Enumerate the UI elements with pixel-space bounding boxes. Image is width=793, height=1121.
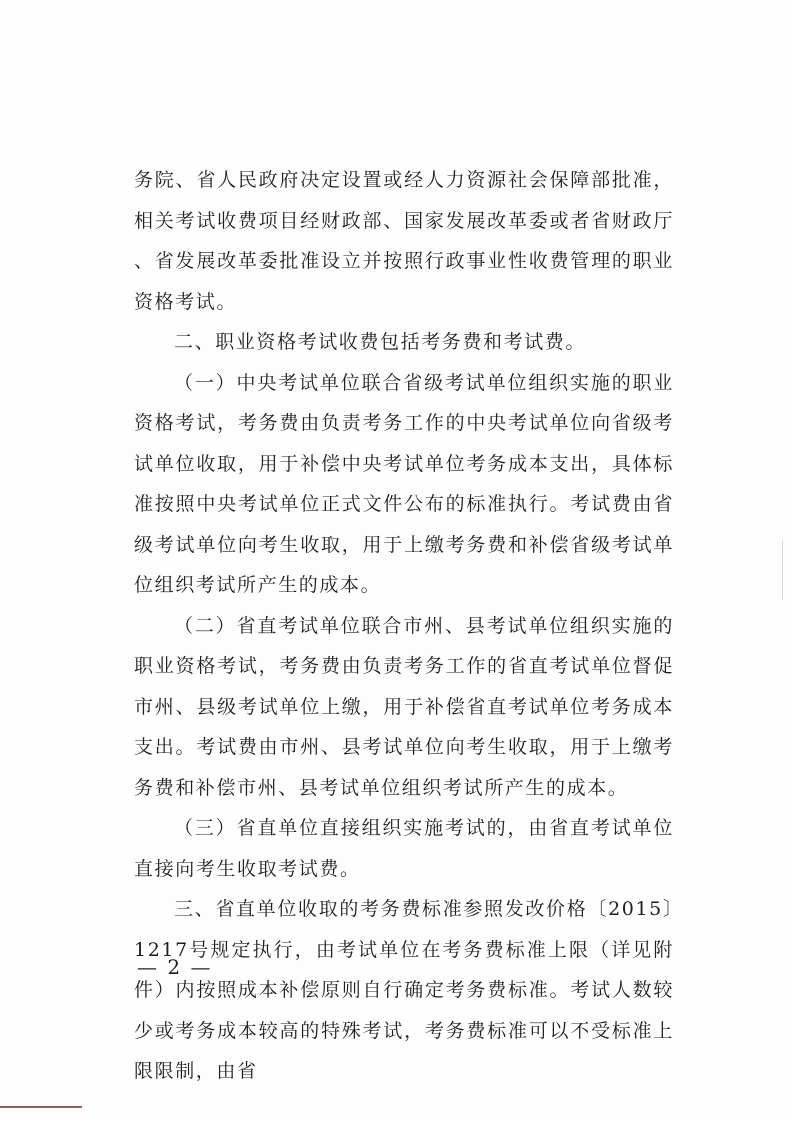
paragraph-item-3: （三）省直单位直接组织实施考试的，由省直考试单位直接向考生收取考试费。 [134, 817, 674, 880]
scan-edge-mark [782, 540, 783, 600]
paragraph-continuation: 务院、省人民政府决定设置或经人力资源社会保障部批准，相关考试收费项目经财政部、国家发展改革委或者省财政厅、省发展改革委批准设立并按照行政事业性收费管理的职业资格考试。 [134, 169, 674, 313]
page-number: — 2 — [137, 955, 213, 979]
paragraph-section-2: 二、职业资格考试收费包括考务费和考试费。 [174, 331, 587, 353]
paragraph-item-1: （一）中央考试单位联合省级考试单位组织实施的职业资格考试，考务费由负责考务工作的中央考试单位向省级考试单位收取，用于补偿中央考试单位考务成本支出，具体标准按照中央考试单位正式文件公布的标准执行。考试费由省级考试单位向考生收取，用于上缴考务费和补偿省级考试单位组织考试所产生的成本。 [134, 371, 674, 596]
bottom-scan-rule [0, 1106, 82, 1108]
paragraph-item-2: （二）省直考试单位联合市州、县考试单位组织实施的职业资格考试，考务费由负责考务工作的省直考试单位督促市州、县级考试单位上缴，用于补偿省直考试单位考务成本支出。考试费由市州、县考试单位向考生收取，用于上缴考务费和补偿市州、县考试单位组织考试所产生的成本。 [134, 614, 674, 799]
document-body [134, 160, 674, 1092]
paragraph-section-3: 三、省直单位收取的考务费标准参照发改价格〔2015〕1217号规定执行，由考试单位在考务费标准上限（详见附件）内按照成本补偿原则自行确定考务费标准。考试人数较少或考务成本较高的特殊考试，考务费标准可以不受标准上限限制，由省 [134, 898, 674, 1082]
